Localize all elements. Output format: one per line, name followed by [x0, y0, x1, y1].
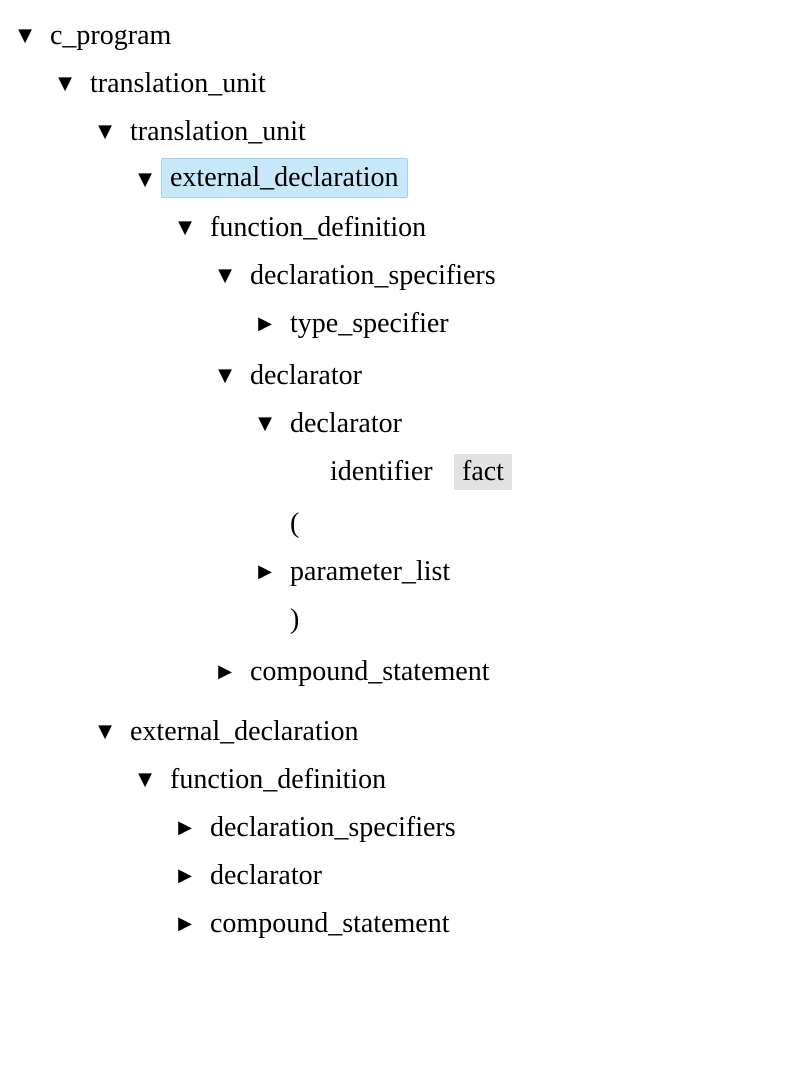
tree-node-label[interactable]: external_declaration — [130, 716, 359, 747]
tree-node-label[interactable]: declaration_specifiers — [250, 260, 496, 291]
tree-node-label: ) — [290, 604, 300, 635]
triangle-down-icon[interactable]: ▼ — [218, 365, 232, 386]
triangle-right-icon[interactable]: ▶ — [218, 661, 232, 682]
triangle-down-icon[interactable]: ▼ — [18, 25, 32, 46]
triangle-right-icon[interactable]: ▶ — [178, 913, 192, 934]
tree-node-label[interactable]: function_definition — [170, 764, 387, 795]
triangle-down-icon[interactable]: ▼ — [58, 73, 72, 94]
triangle-right-icon[interactable]: ▶ — [258, 313, 272, 334]
tree-node-label[interactable]: translation_unit — [130, 116, 306, 147]
tree-node-label[interactable]: parameter_list — [290, 556, 451, 587]
triangle-down-icon[interactable]: ▼ — [258, 413, 272, 434]
triangle-down-icon[interactable]: ▼ — [98, 121, 112, 142]
tree-node-label[interactable]: declaration_specifiers — [210, 812, 456, 843]
tree-node-label[interactable]: compound_statement — [210, 908, 450, 939]
triangle-down-icon[interactable]: ▼ — [98, 721, 112, 742]
triangle-down-icon[interactable]: ▼ — [178, 217, 192, 238]
tree-node-label[interactable]: c_program — [50, 20, 172, 51]
triangle-down-icon[interactable]: ▼ — [218, 265, 232, 286]
triangle-down-icon[interactable]: ▼ — [138, 769, 152, 790]
triangle-right-icon[interactable]: ▶ — [258, 561, 272, 582]
tree-node-label[interactable]: translation_unit — [90, 68, 266, 99]
triangle-down-icon[interactable]: ▼ — [138, 169, 152, 190]
tree-node-label[interactable]: declarator — [250, 360, 362, 391]
tree-node-label: identifier — [330, 456, 433, 487]
tree-node-label[interactable]: declarator — [290, 408, 402, 439]
tree-node-label[interactable]: external_declaration — [161, 158, 408, 198]
tree-node-label[interactable]: type_specifier — [290, 308, 449, 339]
tree-node-label: ( — [290, 508, 300, 539]
triangle-right-icon[interactable]: ▶ — [178, 865, 192, 886]
tree-node-label[interactable]: declarator — [210, 860, 322, 891]
tree-node-label[interactable]: function_definition — [210, 212, 427, 243]
identifier-token: fact — [454, 454, 512, 490]
triangle-right-icon[interactable]: ▶ — [178, 817, 192, 838]
tree-node-label[interactable]: compound_statement — [250, 656, 490, 687]
